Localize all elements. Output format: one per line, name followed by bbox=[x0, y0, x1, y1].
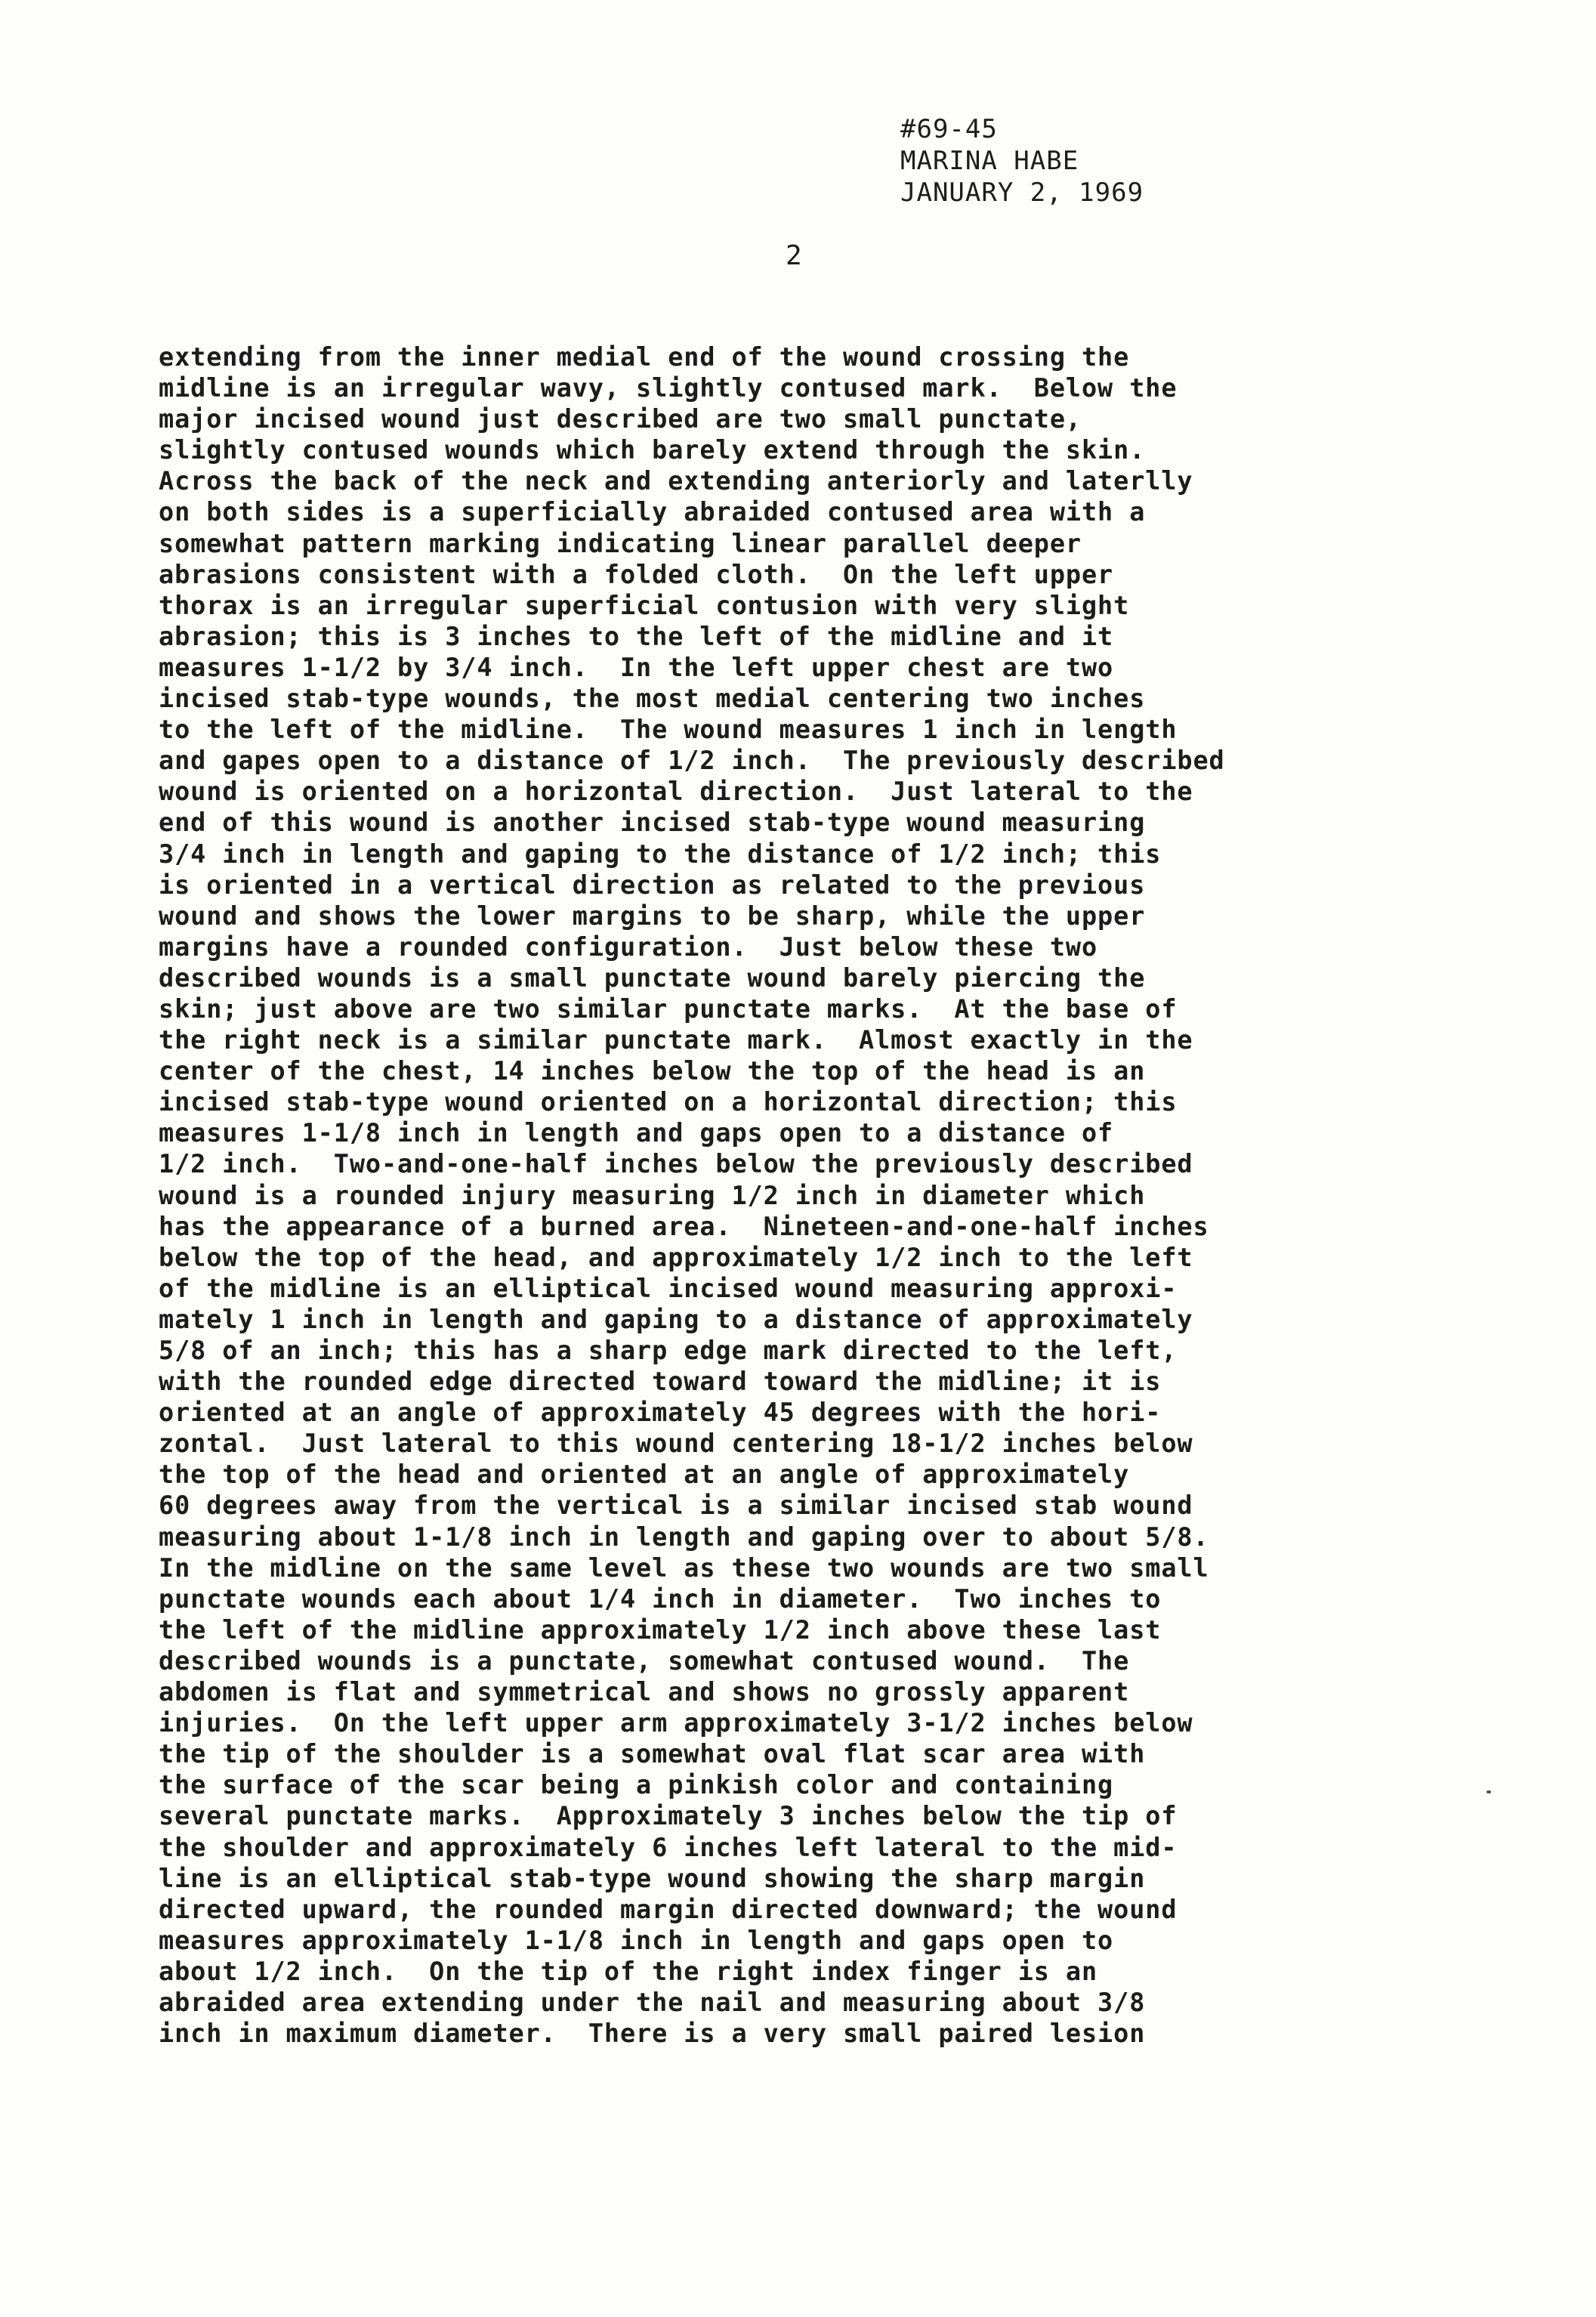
scan-speck bbox=[1486, 1790, 1491, 1793]
body-line: midline is an irregular wavy, slightly contused mark. Below the bbox=[159, 373, 1178, 403]
body-line: oriented at an angle of approximately 45 degrees with the hori- bbox=[159, 1398, 1162, 1428]
body-line: the surface of the scar being a pinkish color and containing bbox=[159, 1770, 1114, 1800]
case-number: #69-45 bbox=[900, 114, 998, 144]
body-line: line is an elliptical stab-type wound showing the sharp margin bbox=[159, 1863, 1146, 1893]
body-line: inch in maximum diameter. There is a very small paired lesion bbox=[159, 2019, 1146, 2049]
body-line: punctate wounds each about 1/4 inch in diameter. Two inches to bbox=[159, 1583, 1162, 1614]
body-line: 1/2 inch. Two-and-one-half inches below the previously described bbox=[159, 1149, 1193, 1179]
body-line: measures 1-1/8 inch in length and gaps open to a distance of bbox=[159, 1118, 1114, 1148]
body-line: about 1/2 inch. On the tip of the right index finger is an bbox=[159, 1956, 1098, 1986]
body-line: Across the back of the neck and extending anteriorly and laterlly bbox=[159, 466, 1193, 496]
body-line: measures approximately 1-1/8 inch in length and gaps open to bbox=[159, 1925, 1114, 1955]
body-line: the shoulder and approximately 6 inches left lateral to the mid- bbox=[159, 1832, 1178, 1862]
body-line: below the top of the head, and approximately 1/2 inch to the left bbox=[159, 1242, 1193, 1272]
body-line: the tip of the shoulder is a somewhat oval flat scar area with bbox=[159, 1739, 1146, 1769]
document-header bbox=[900, 113, 1144, 209]
body-line: directed upward, the rounded margin directed downward; the wound bbox=[159, 1894, 1178, 1924]
body-line: slightly contused wounds which barely extend through the skin. bbox=[159, 435, 1146, 465]
body-line: measures 1-1/2 by 3/4 inch. In the left upper chest are two bbox=[159, 652, 1114, 682]
body-line: extending from the inner medial end of the wound crossing the bbox=[159, 342, 1130, 372]
body-line: 60 degrees away from the vertical is a similar incised stab wound bbox=[159, 1491, 1193, 1521]
body-line: the left of the midline approximately 1/2 inch above these last bbox=[159, 1614, 1162, 1645]
body-line: several punctate marks. Approximately 3 inches below the tip of bbox=[159, 1801, 1178, 1831]
body-line: to the left of the midline. The wound measures 1 inch in length bbox=[159, 715, 1178, 745]
body-line: with the rounded edge directed toward toward the midline; it is bbox=[159, 1367, 1162, 1397]
body-line: abrasion; this is 3 inches to the left of the midline and it bbox=[159, 621, 1114, 651]
body-line: mately 1 inch in length and gaping to a distance of approximately bbox=[159, 1304, 1193, 1334]
body-line: 3/4 inch in length and gaping to the distance of 1/2 inch; this bbox=[159, 839, 1162, 869]
body-line: the top of the head and oriented at an angle of approximately bbox=[159, 1460, 1130, 1490]
body-line: abraided area extending under the nail and measuring about 3/8 bbox=[159, 1987, 1146, 2017]
body-line: 5/8 of an inch; this has a sharp edge mark directed to the left, bbox=[159, 1336, 1178, 1365]
page-number: 2 bbox=[786, 240, 802, 271]
body-line: zontal. Just lateral to this wound centering 18-1/2 inches below bbox=[159, 1429, 1193, 1459]
subject-name: MARINA HABE bbox=[900, 146, 1079, 176]
body-line: In the midline on the same level as these two wounds are two small bbox=[159, 1552, 1209, 1583]
body-line: abrasions consistent with a folded cloth. On the left upper bbox=[159, 559, 1114, 589]
body-line: somewhat pattern marking indicating linear parallel deeper bbox=[159, 528, 1082, 558]
body-line: on both sides is a superficially abraided contused area with a bbox=[159, 497, 1146, 527]
body-line: the right neck is a similar punctate mark. Almost exactly in the bbox=[159, 1025, 1193, 1055]
body-line: wound and shows the lower margins to be sharp, while the upper bbox=[159, 901, 1146, 931]
body-line: abdomen is flat and symmetrical and shows no grossly apparent bbox=[159, 1677, 1130, 1707]
body-line: major incised wound just described are two small punctate, bbox=[159, 404, 1082, 434]
body-line: incised stab-type wound oriented on a horizontal direction; this bbox=[159, 1087, 1178, 1117]
body-line: thorax is an irregular superficial contusion with very slight bbox=[159, 590, 1130, 620]
document-date: JANUARY 2, 1969 bbox=[900, 178, 1144, 208]
body-line: described wounds is a punctate, somewhat contused wound. The bbox=[159, 1645, 1130, 1676]
body-line: center of the chest, 14 inches below the top of the head is an bbox=[159, 1056, 1146, 1086]
body-line: described wounds is a small punctate wound barely piercing the bbox=[159, 962, 1146, 993]
body-line: margins have a rounded configuration. Just below these two bbox=[159, 931, 1098, 962]
body-line: of the midline is an elliptical incised wound measuring approxi- bbox=[159, 1273, 1178, 1303]
body-line: end of this wound is another incised stab-type wound measuring bbox=[159, 808, 1146, 838]
body-line: skin; just above are two similar punctate marks. At the base of bbox=[159, 993, 1178, 1024]
body-line: and gapes open to a distance of 1/2 inch. The previously described bbox=[159, 746, 1225, 776]
body-line: is oriented in a vertical direction as related to the previous bbox=[159, 870, 1146, 900]
body-text bbox=[159, 341, 1458, 2049]
body-line: wound is a rounded injury measuring 1/2 inch in diameter which bbox=[159, 1180, 1146, 1210]
body-line: measuring about 1-1/8 inch in length and gaping over to about 5/8. bbox=[159, 1521, 1209, 1552]
body-line: has the appearance of a burned area. Nineteen-and-one-half inches bbox=[159, 1211, 1209, 1241]
body-line: injuries. On the left upper arm approximately 3-1/2 inches below bbox=[159, 1708, 1193, 1738]
body-line: wound is oriented on a horizontal direction. Just lateral to the bbox=[159, 777, 1193, 807]
body-line: incised stab-type wounds, the most medial centering two inches bbox=[159, 684, 1146, 714]
